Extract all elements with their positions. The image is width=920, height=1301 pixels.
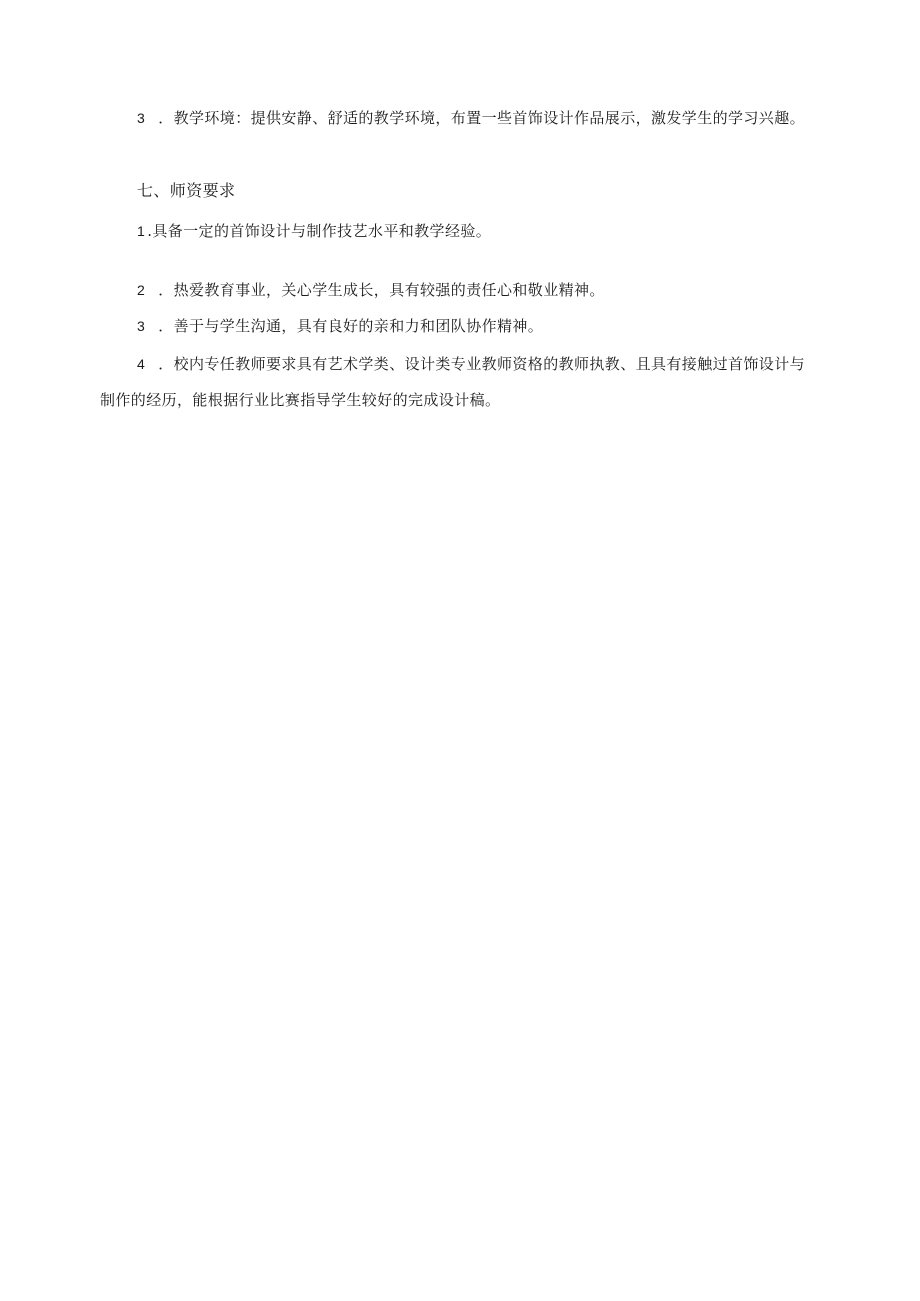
item-text: ．校内专任教师要求具有艺术学类、设计类专业教师资格的教师执教、且具有接触过首饰设计与制作的经历，能根据行业比赛指导学生较好的完成设计稿。 [100, 355, 805, 409]
teacher-item-1 [100, 213, 816, 249]
teacher-item-3 [100, 308, 816, 344]
item-text: ．善于与学生沟通，具有良好的亲和力和团队协作精神。 [158, 317, 544, 335]
item-number: 4 [137, 356, 146, 372]
item-number: 2 [137, 282, 146, 298]
section-heading-teacher-requirements: 七、师资要求 [137, 181, 236, 200]
item-text: ．教学环境：提供安静、舒适的教学环境，布置一些首饰设计作品展示，激发学生的学习兴趣。 [158, 109, 805, 127]
teacher-item-2 [100, 272, 816, 308]
item-text: ．热爱教育事业，关心学生成长，具有较强的责任心和敬业精神。 [158, 281, 605, 299]
item-text: .具备一定的首饰设计与制作技艺水平和教学经验。 [147, 222, 492, 240]
item-number: 1 [137, 223, 146, 239]
teacher-item-4 [100, 346, 816, 418]
paragraph-teaching-environment [100, 100, 816, 136]
item-number: 3 [137, 110, 146, 126]
item-number: 3 [137, 318, 146, 334]
